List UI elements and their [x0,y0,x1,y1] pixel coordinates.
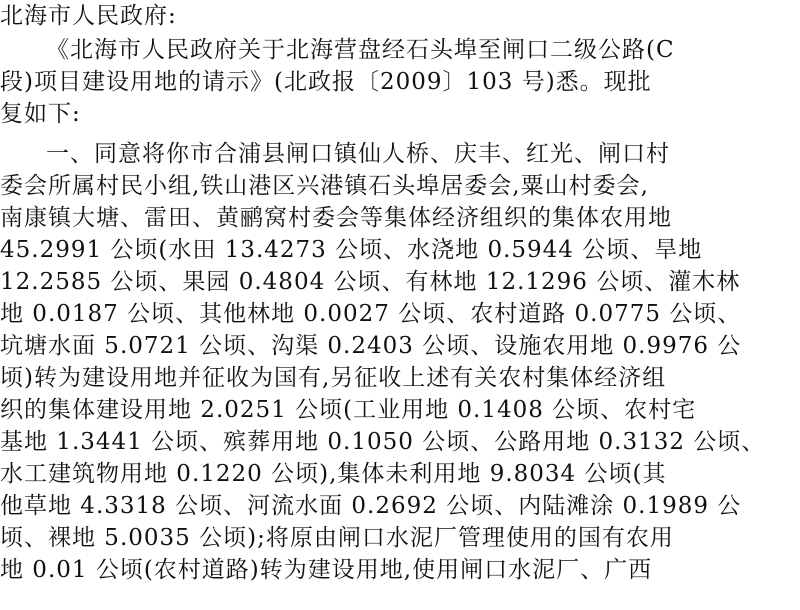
text-line: 段)项目建设用地的请示》(北政报〔2009〕103 号)悉。现批 [0,69,652,95]
text-line: 基地 1.3441 公顷、殡葬用地 0.1050 公顷、公路用地 0.3132 公顷、 [0,429,766,455]
text-line: 他草地 4.3318 公顷、河流水面 0.2692 公顷、内陆滩涂 0.1989 公 [0,493,742,519]
text-line: 顷、裸地 5.0035 公顷);将原由闸口水泥厂管理使用的国有农用 [0,525,674,551]
text-line: 复如下: [0,101,81,127]
text-line: 委会所属村民小组,铁山港区兴港镇石头埠居委会,粟山村委会, [0,173,649,199]
text-line: 坑塘水面 5.0721 公顷、沟渠 0.2403 公顷、设施农用地 0.9976 公 [0,333,742,359]
text-line: 地 0.01 公顷(农村道路)转为建设用地,使用闸口水泥厂、广西 [0,557,653,583]
text-line: 一、同意将你市合浦县闸口镇仙人桥、庆丰、红光、闸口村 [46,141,670,167]
text-line: 12.2585 公顷、果园 0.4804 公顷、有林地 12.1296 公顷、灌木林 [0,269,741,295]
text-line: 水工建筑物用地 0.1220 公顷),集体未利用地 9.8034 公顷(其 [0,461,667,487]
text-line: 地 0.0187 公顷、其他林地 0.0027 公顷、农村道路 0.0775 公顷、 [0,301,742,327]
text-line: 南康镇大塘、雷田、黄鹂窝村委会等集体经济组织的集体农用地 [0,205,672,231]
text-line: 织的集体建设用地 2.0251 公顷(工业用地 0.1408 公顷、农村宅 [0,397,697,423]
addressee: 北海市人民政府: [0,3,177,29]
text-line: 顷)转为建设用地并征收为国有,另征收上述有关农村集体经济组 [0,365,667,391]
text-line: 《北海市人民政府关于北海营盘经石头埠至闸口二级公路(C [46,37,675,63]
text-line: 45.2991 公顷(水田 13.4273 公顷、水浇地 0.5944 公顷、旱地 [0,237,703,263]
